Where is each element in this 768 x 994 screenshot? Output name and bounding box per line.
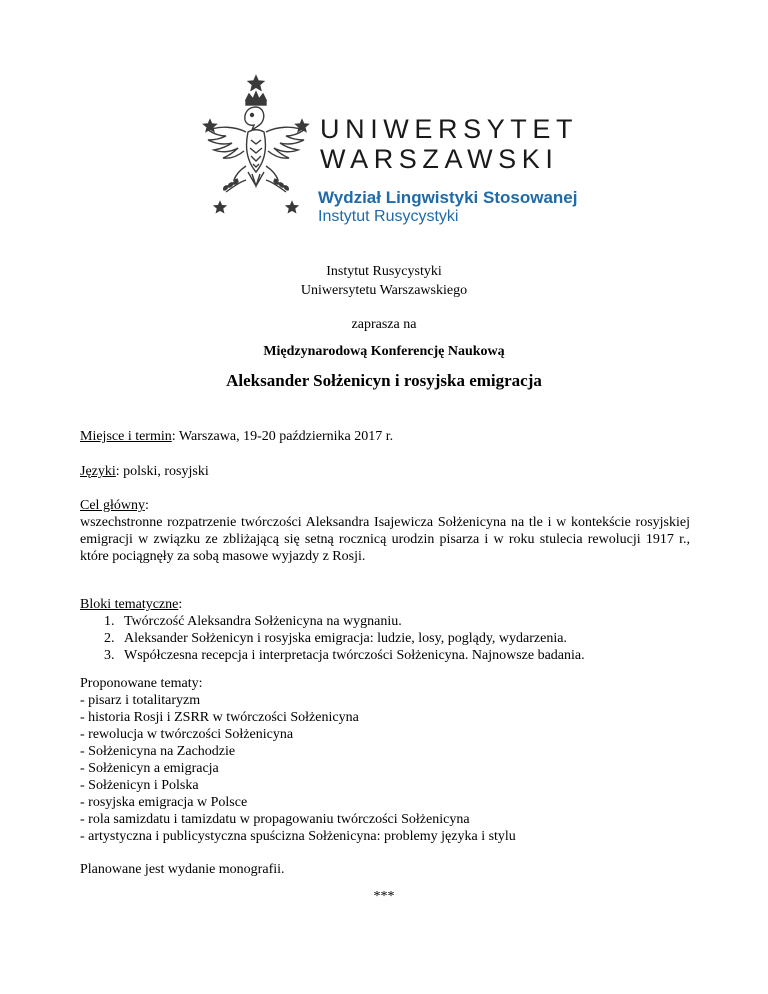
list-item: - rola samizdatu i tamizdatu w propagowaniu twórczości Sołżenicyna: [80, 812, 470, 827]
university-eagle-logo-icon: [196, 74, 316, 224]
languages: [80, 463, 690, 480]
institute-name: Instytut Rusycystyki: [318, 208, 459, 225]
organizer-line2: Uniwersytetu Warszawskiego: [300, 283, 468, 298]
organizer-line1: Instytut Rusycystyki: [326, 264, 442, 279]
list-item: - Sołżenicyna na Zachodzie: [80, 744, 236, 759]
list-item: 1. Twórczość Aleksandra Sołżenicyna na wygnaniu.: [118, 613, 690, 630]
university-name-line1: UNIWERSYTET: [320, 114, 579, 144]
goal-colon: :: [144, 498, 149, 513]
list-item: - pisarz i totalitaryzm: [80, 693, 201, 708]
goal-label: Cel główny: [80, 498, 145, 513]
languages-label: Języki: [80, 464, 116, 479]
blocks-label: Bloki tematyczne: [80, 597, 179, 612]
university-name-line2: WARSZAWSKI: [320, 144, 559, 174]
list-item: 2. Aleksander Sołżenicyn i rosyjska emigracja: ludzie, losy, poglądy, wydarzenia.: [118, 630, 690, 647]
list-item: - historia Rosji i ZSRR w twórczości Sołżenicyna: [80, 710, 359, 725]
list-item: - Sołżenicyn a emigracja: [80, 761, 219, 776]
faculty-name: Wydział Lingwistyki Stosowanej: [318, 188, 578, 207]
languages-value: : polski, rosyjski: [115, 464, 209, 479]
place-label: Miejsce i termin: [80, 429, 172, 444]
conference-type: Międzynarodową Konferencję Naukową: [263, 344, 505, 359]
place-value: : Warszawa, 19-20 października 2017 r.: [171, 429, 394, 444]
list-item: - Sołżenicyn i Polska: [80, 778, 199, 793]
topics-list: [80, 692, 690, 845]
blocks-colon: :: [178, 597, 183, 612]
place-and-date: [80, 428, 690, 445]
topics-label: Proponowane tematy:: [80, 676, 203, 691]
thematic-blocks: [80, 596, 690, 664]
list-item: - rosyjska emigracja w Polsce: [80, 795, 248, 810]
proposed-topics: [80, 675, 690, 845]
conference-title: Aleksander Sołżenicyn i rosyjska emigracja: [226, 371, 542, 390]
main-goal: [80, 497, 690, 565]
list-item: - rewolucja w twórczości Sołżenicyna: [80, 727, 294, 742]
invites-text: zaprasza na: [351, 317, 417, 332]
list-item: - artystyczna i publicystyczna spuścizna Sołżenicyna: problemy języka i stylu: [80, 829, 516, 844]
goal-text: wszechstronne rozpatrzenie twórczości Aleksandra Isajewicza Sołżenicyna na tle i w kontekście rosyjskiej emigracji w związku ze zbliżającą się setną rocznicą urodzin pisarza i w roku stulecia rewolucji 1917 r., które pociągnęły za sobą masowe wyjazdy z Rosji.: [80, 515, 690, 564]
monograph-note: Planowane jest wydanie monografii.: [80, 862, 285, 877]
blocks-list: [80, 613, 690, 664]
list-item: 3. Współczesna recepcja i interpretacja twórczości Sołżenicyna. Najnowsze badania.: [118, 647, 690, 664]
separator-stars: ***: [373, 889, 395, 904]
